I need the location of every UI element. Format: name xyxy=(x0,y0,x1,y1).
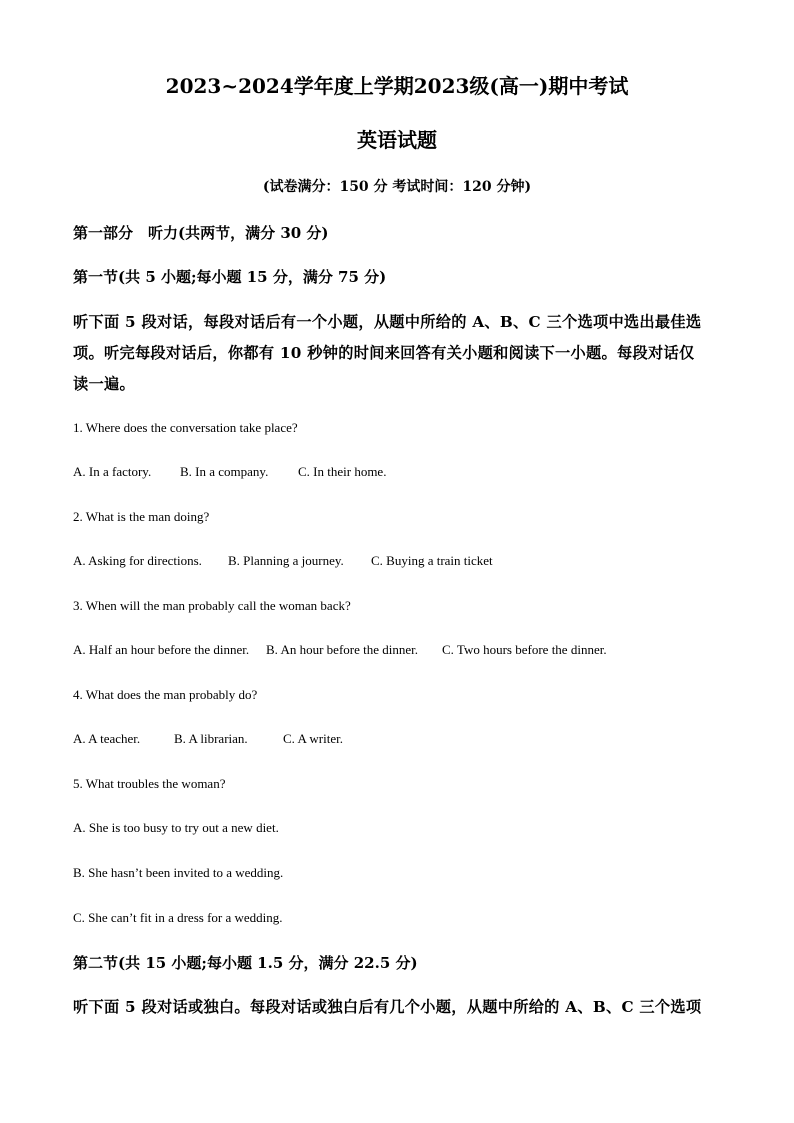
question-3-option-c: C. Two hours before the dinner. xyxy=(442,642,607,657)
section2-heading: 第二节(共 15 小题;每小题 1.5 分，满分 22.5 分) xyxy=(73,954,418,972)
section1-instructions-line-2: 项。听完每段对话后，你都有 10 秒钟的时间来回答有关小题和阅读下一小题。每段对话仅 xyxy=(73,344,695,362)
question-1-option-b: B. In a company. xyxy=(180,464,269,479)
section2-instructions: 听下面 5 段对话或独白。每段对话或独白后有几个小题，从题中所给的 A、B、C 三个选项 xyxy=(73,998,702,1016)
question-2-option-c: C. Buying a train ticket xyxy=(371,553,493,568)
question-1-options xyxy=(73,464,386,480)
question-3-stem: 3. When will the man probably call the woman back? xyxy=(73,598,351,613)
section1-instructions-line-3: 读一遍。 xyxy=(73,375,135,393)
question-1-option-c: C. In their home. xyxy=(298,464,387,479)
question-5-option-c: C. She can’t fit in a dress for a wedding. xyxy=(73,910,283,925)
question-1-stem: 1. Where does the conversation take place? xyxy=(73,420,298,435)
question-2-option-b: B. Planning a journey. xyxy=(228,553,344,568)
question-4-option-a: A. A teacher. xyxy=(73,731,141,746)
question-3-option-b: B. An hour before the dinner. xyxy=(266,642,418,657)
exam-subtitle: 英语试题 xyxy=(357,128,437,152)
exam-title: 2023~2024学年度上学期2023级(高一)期中考试 xyxy=(165,74,629,98)
section1-heading: 第一节(共 5 小题;每小题 15 分，满分 75 分) xyxy=(73,268,387,286)
question-2-options xyxy=(73,553,493,569)
question-3-options xyxy=(73,642,607,658)
question-2-stem: 2. What is the man doing? xyxy=(73,509,210,524)
question-5-option-a: A. She is too busy to try out a new diet. xyxy=(73,820,279,835)
question-5-option-b: B. She hasn’t been invited to a wedding. xyxy=(73,865,284,880)
question-4-options xyxy=(73,731,343,747)
question-4-option-c: C. A writer. xyxy=(283,731,343,746)
question-4-stem: 4. What does the man probably do? xyxy=(73,687,258,702)
part1-heading: 第一部分 听力(共两节，满分 30 分) xyxy=(73,224,329,242)
exam-info: (试卷满分：150 分 考试时间：120 分钟) xyxy=(262,179,532,195)
question-3-option-a: A. Half an hour before the dinner. xyxy=(73,642,250,657)
question-5-stem: 5. What troubles the woman? xyxy=(73,776,226,791)
question-2-option-a: A. Asking for directions. xyxy=(73,553,202,568)
question-1-option-a: A. In a factory. xyxy=(73,464,152,479)
section1-instructions-line-1: 听下面 5 段对话，每段对话后有一个小题，从题中所给的 A、B、C 三个选项中选出最佳选 xyxy=(73,313,702,331)
question-4-option-b: B. A librarian. xyxy=(174,731,248,746)
